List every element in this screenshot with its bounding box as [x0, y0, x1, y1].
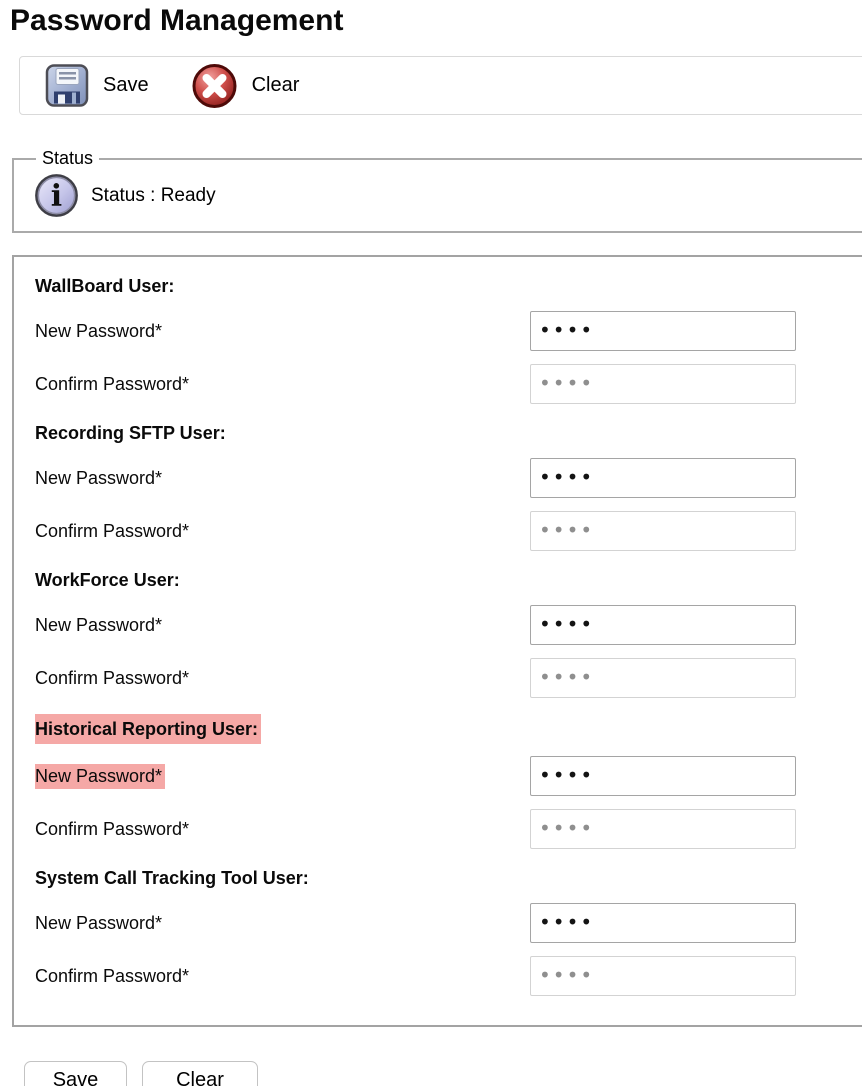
confirm-password-row — [35, 956, 862, 996]
section-heading: Recording SFTP User: — [35, 423, 226, 443]
toolbar-clear-button[interactable] — [191, 62, 300, 110]
confirm-password-input[interactable] — [530, 364, 796, 404]
new-password-input[interactable] — [530, 311, 796, 351]
new-password-label: New Password* — [35, 912, 163, 933]
new-password-label: New Password* — [35, 614, 163, 635]
confirm-password-label: Confirm Password* — [35, 818, 190, 839]
new-password-row — [35, 311, 862, 351]
confirm-password-row — [35, 809, 862, 849]
section-heading: WallBoard User: — [35, 276, 175, 296]
section-wallboard-user — [35, 273, 862, 404]
page-title: Password Management — [10, 4, 344, 37]
confirm-password-row — [35, 364, 862, 404]
toolbar-save-label: Save — [103, 74, 149, 96]
clear-x-icon — [191, 62, 238, 110]
confirm-password-label: Confirm Password* — [35, 373, 190, 394]
password-form-panel — [12, 255, 862, 1027]
new-password-row — [35, 903, 862, 943]
confirm-password-label: Confirm Password* — [35, 520, 190, 541]
status-legend: Status — [42, 148, 94, 168]
section-workforce-user — [35, 567, 862, 698]
footer-save-button[interactable]: Save — [24, 1061, 127, 1086]
svg-text:i: i — [50, 179, 63, 214]
section-heading: Historical Reporting User: — [35, 714, 862, 744]
toolbar-save-button[interactable] — [45, 63, 149, 108]
new-password-input[interactable] — [530, 458, 796, 498]
status-fieldset — [12, 148, 862, 233]
new-password-row — [35, 458, 862, 498]
toolbar-clear-label: Clear — [251, 74, 300, 96]
toolbar — [19, 56, 862, 115]
save-floppy-icon — [45, 63, 89, 108]
new-password-input[interactable] — [530, 903, 796, 943]
confirm-password-input[interactable] — [530, 809, 796, 849]
footer-clear-button[interactable]: Clear — [142, 1061, 258, 1086]
confirm-password-row — [35, 511, 862, 551]
new-password-row — [35, 605, 862, 645]
new-password-label: New Password* — [35, 467, 163, 488]
confirm-password-label: Confirm Password* — [35, 965, 190, 986]
confirm-password-input[interactable] — [530, 511, 796, 551]
new-password-row — [35, 756, 862, 796]
new-password-label: New Password* — [35, 320, 163, 341]
section-recording-sftp-user — [35, 420, 862, 551]
new-password-input[interactable] — [530, 756, 796, 796]
section-historical-reporting-user — [35, 714, 862, 849]
section-heading: System Call Tracking Tool User: — [35, 868, 309, 888]
confirm-password-label: Confirm Password* — [35, 667, 190, 688]
confirm-password-input[interactable] — [530, 658, 796, 698]
new-password-label: New Password* — [35, 764, 530, 789]
status-text: Status : Ready — [91, 184, 216, 206]
section-system-call-tracking-user — [35, 865, 862, 996]
confirm-password-row — [35, 658, 862, 698]
new-password-input[interactable] — [530, 605, 796, 645]
footer-actions — [24, 1061, 862, 1086]
confirm-password-input[interactable] — [530, 956, 796, 996]
info-icon — [34, 173, 79, 218]
section-heading: WorkForce User: — [35, 570, 180, 590]
